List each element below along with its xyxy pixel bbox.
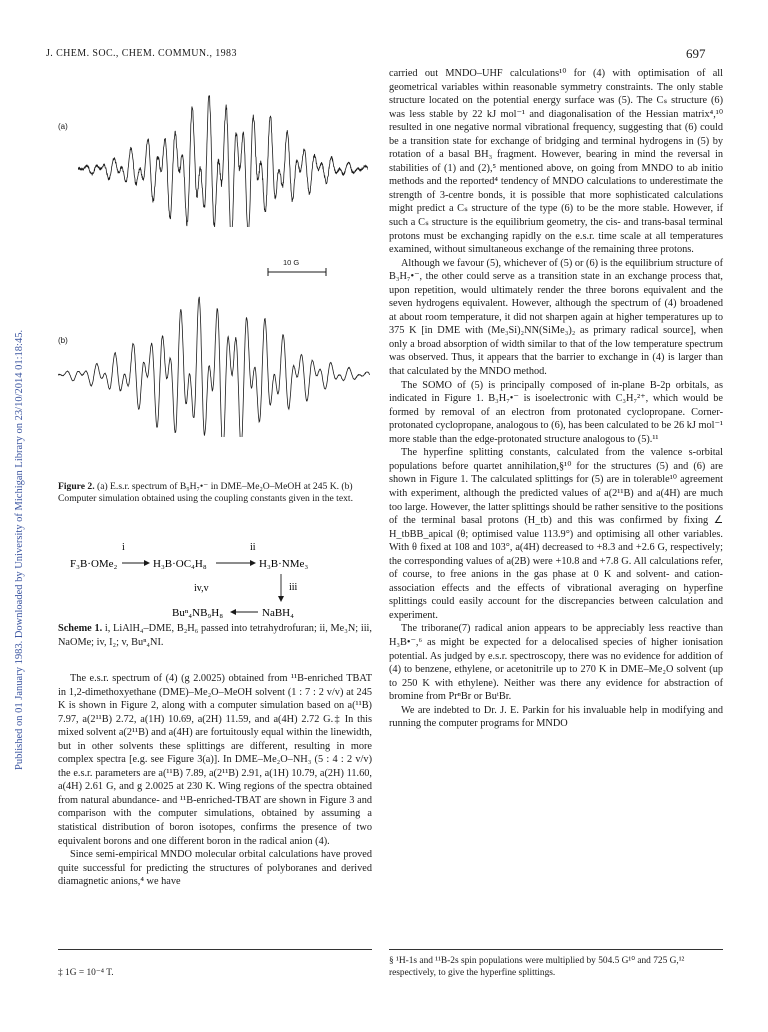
scale-bar-label: 10 G (283, 258, 300, 267)
paragraph: carried out MNDO–UHF calculations¹⁰ for (4) with optimisation of all geometrical variables within reasonable symmetry constraints. The only stable structure located on the potential energy surface was (5). The Cₛ structure (6) was less stable by 22 kJ mol⁻¹ and diagonalisation of the Hessian matrix⁴,¹⁰ resulted in one negative normal vibrational frequency, suggesting that (6) could be a transition state for exchange of bridging and terminal hydrogens in (5) by rotation of a basal BH₃ fragment. However, bearing in mind the reversal in stabilities of (1) and (2),⁵ mentioned above, on going from MNDO to ab initio methods and the reported⁴ tendency of MNDO calculations to underestimate the strength of 3-centre bonds, it is possible that more sophisticated calculations might predict a Cₛ structure of the type (6) to be the more stable. However, if such a Cₛ structure is the equilibrium geometry, the cis- and trans-basal terminal protons must be exchanging rapidly on the e.s.r. time scale at all temperatures examined, without simultaneous exchange of the remaining three protons. (389, 68, 723, 256)
paragraph: The triborane(7) radical anion appears to be appreciably less reactive than H₃B•⁻,⁶ as might be expected for a delocalised species of higher ionisation potential. As judged by e.s.r. spectroscopy, there was no evidence for addition of (4) to benzene, ethylene, or acetonitrile up to 270 K in DME–Me₂O solvent (up to 250 K with ethylene). Neither was there any evidence for abstraction of bromine from PrⁿBr or BuᵗBr. (389, 623, 723, 703)
figure-caption-text: (a) E.s.r. spectrum of B₉H₇•⁻ in DME–Me₂O–MeOH at 245 K. (b) Computer simulation obtained using the coupling constants given in the text. (58, 481, 353, 504)
scheme-step-i: i (122, 542, 125, 553)
scheme-step-ii: ii (250, 542, 256, 553)
page-number: 697 (686, 46, 706, 61)
footnote-right: § ¹H-1s and ¹¹B-2s spin populations were multiplied by 504.5 G¹⁰ and 725 G,¹² respectively, to give the hyperfine splittings. (389, 956, 685, 978)
scheme-compound-5: NaBH₄ (262, 607, 294, 619)
paragraph: The hyperfine splitting constants, calculated from the valence s-orbital populations before quartet annihilation,§¹⁰ for the structures (5) and (6) are shown in Figure 1. The calculated splittings for (5) are in tolerable¹⁰ agreement with experiment, although the predicted values of a(2¹¹B) and a(4H) are much too large. However, the latter splittings should be rather sensitive to the positions of the terminal basal protons (H_tb) and this was confirmed by fixing ∠ H_tbBB_apical (θ; optimised value 113.9°) and optimising all other variables. With θ fixed at 108 and 103°, a(4H) decreased to +8.3 and +2.6 G, respectively; the corresponding values of a(2B) were +10.8 and +7.8 G. All calculations refer, of course, to free anions in the gas phase at 0 K and solvent- and cation-association effects and the effects of vibrational averaging on hyperfine splittings could easily account for the discrepancies between calculation and experiment. (389, 447, 723, 621)
spectrum-b-label: (b) (58, 336, 68, 345)
scale-bar (264, 266, 334, 278)
download-notice-text: Published on 01 January 1983. Downloaded by University of Michigan Library on 23/10/2014 01:18:45. (14, 329, 25, 770)
scheme-arrowhead-3 (278, 596, 284, 602)
scheme-step-iii: iii (289, 582, 298, 593)
scheme-compound-3: H₃B·NMe₃ (259, 558, 309, 570)
paragraph: The e.s.r. spectrum of (4) (g 2.0025) obtained from ¹¹B-enriched TBAT in 1,2-dimethoxyethane (DME)–Me₂O–MeOH solvent (1 : 7 : 2 v/v) at 245 K is shown in Figure 2, along with a computer simulation based on a(¹¹B) 7.97, a(2¹¹B) 2.72, a(1H) 10.69, a(2H) 11.59, and a(4H) 2.72 G.‡ In this mixed solvent a(2¹¹B) and a(4H) are fortuitously equal within the linewidth, but in other solvents these splittings are different, resulting in more complex spectra [e.g. see Figure 3(a)]. In DME–Me₂O–NH₃ (5 : 4 : 2 v/v) the e.s.r. parameters are a(¹¹B) 7.89, a(2¹¹B) 2.91, a(1H) 10.79, a(2H) 11.60, a(4H) 2.61 G, and g 2.0025 at 230 K. Wing regions of the spectra obtained from natural abundance- and ¹¹B-enriched-TBAT are shown in Figure 3 and comparison with the computer simulations, obtained by assuming a statistical distribution of boron isotopes, confirms the presence of two equivalent borons and one different boron in the radical anion (4). (58, 673, 372, 847)
spectrum-a-trace (78, 82, 368, 227)
running-header: J. CHEM. SOC., CHEM. COMMUN., 1983 (46, 48, 237, 59)
footnote-rule-right (389, 949, 723, 950)
scheme-arrowhead-4 (230, 609, 236, 615)
spectrum-line (78, 96, 368, 227)
scheme-arrowhead-2 (250, 560, 256, 566)
paragraph: We are indebted to Dr. J. E. Parkin for his invaluable help in modifying and running the computer programs for MNDO (389, 704, 723, 730)
scheme-caption-label: Scheme 1. (58, 623, 103, 634)
paragraph: Since semi-empirical MNDO molecular orbital calculations have proved quite successful for predicting the structures of polyboranes and derived diamagnetic anions,⁴ we have (58, 849, 372, 888)
scheme-step-ivv: iv,v (194, 583, 209, 594)
right-column-body (389, 67, 723, 731)
figure-caption (58, 481, 372, 504)
spectrum-b-trace (58, 282, 370, 437)
scheme-caption (58, 622, 372, 649)
scheme-arrowhead-1 (144, 560, 150, 566)
scheme-compound-1: F₃B·OMe₂ (70, 558, 118, 570)
spectrum-a-label: (a) (58, 122, 68, 131)
footnote-rule-left (58, 949, 372, 950)
scheme-caption-text: i, LiAlH₄–DME, B₂H₆ passed into tetrahydrofuran; ii, Me₃N; iii, NaOMe; iv, I₂; v, Buⁿ₄NI. (58, 623, 372, 648)
left-column-body (58, 672, 372, 889)
scheme-compound-2: H₃B·OC₄H₈ (153, 558, 207, 570)
paragraph: The SOMO of (5) is principally composed of in-plane B-2p orbitals, as indicated in Figure 1. B₃H₇•⁻ is isoelectronic with C₃H₇²⁺, which would be formed by removal of an electron from protonated cyclopropane. Corner-protonated cyclopropane, analogous to (6), has been calculated to be 26 kJ mol⁻¹ more stable than the edge-protonated structure analogous to (5).¹¹ (389, 379, 723, 445)
paragraph: Although we favour (5), whichever of (5) or (6) is the equilibrium structure of B₃H₇•⁻, the other could serve as a transition state in an exchange process that, upon repetition, would ultimately render the three borons equivalent and the seven hydrogens equivalent. However, although the spectrum of (4) broadened at about room temperature, it did not sharpen again at higher temperatures up to 375 K [in DME with (Me₃Si)₂NN(SiMe₃)₂ as primary radical source], when only a broad absorption of width similar to that of the low temperature spectrum was observed. Thus, it appears that the barrier to exchange in (4) is larger than that calculated by the MNDO method. (389, 257, 723, 378)
footnote-left: ‡ 1G = 10⁻⁴ T. (58, 968, 114, 978)
scheme-compound-4: Buⁿ₄NB₉H₈ (172, 607, 224, 619)
download-notice (2, 130, 25, 770)
spectrum-line (58, 297, 370, 437)
figure-caption-label: Figure 2. (58, 481, 95, 492)
